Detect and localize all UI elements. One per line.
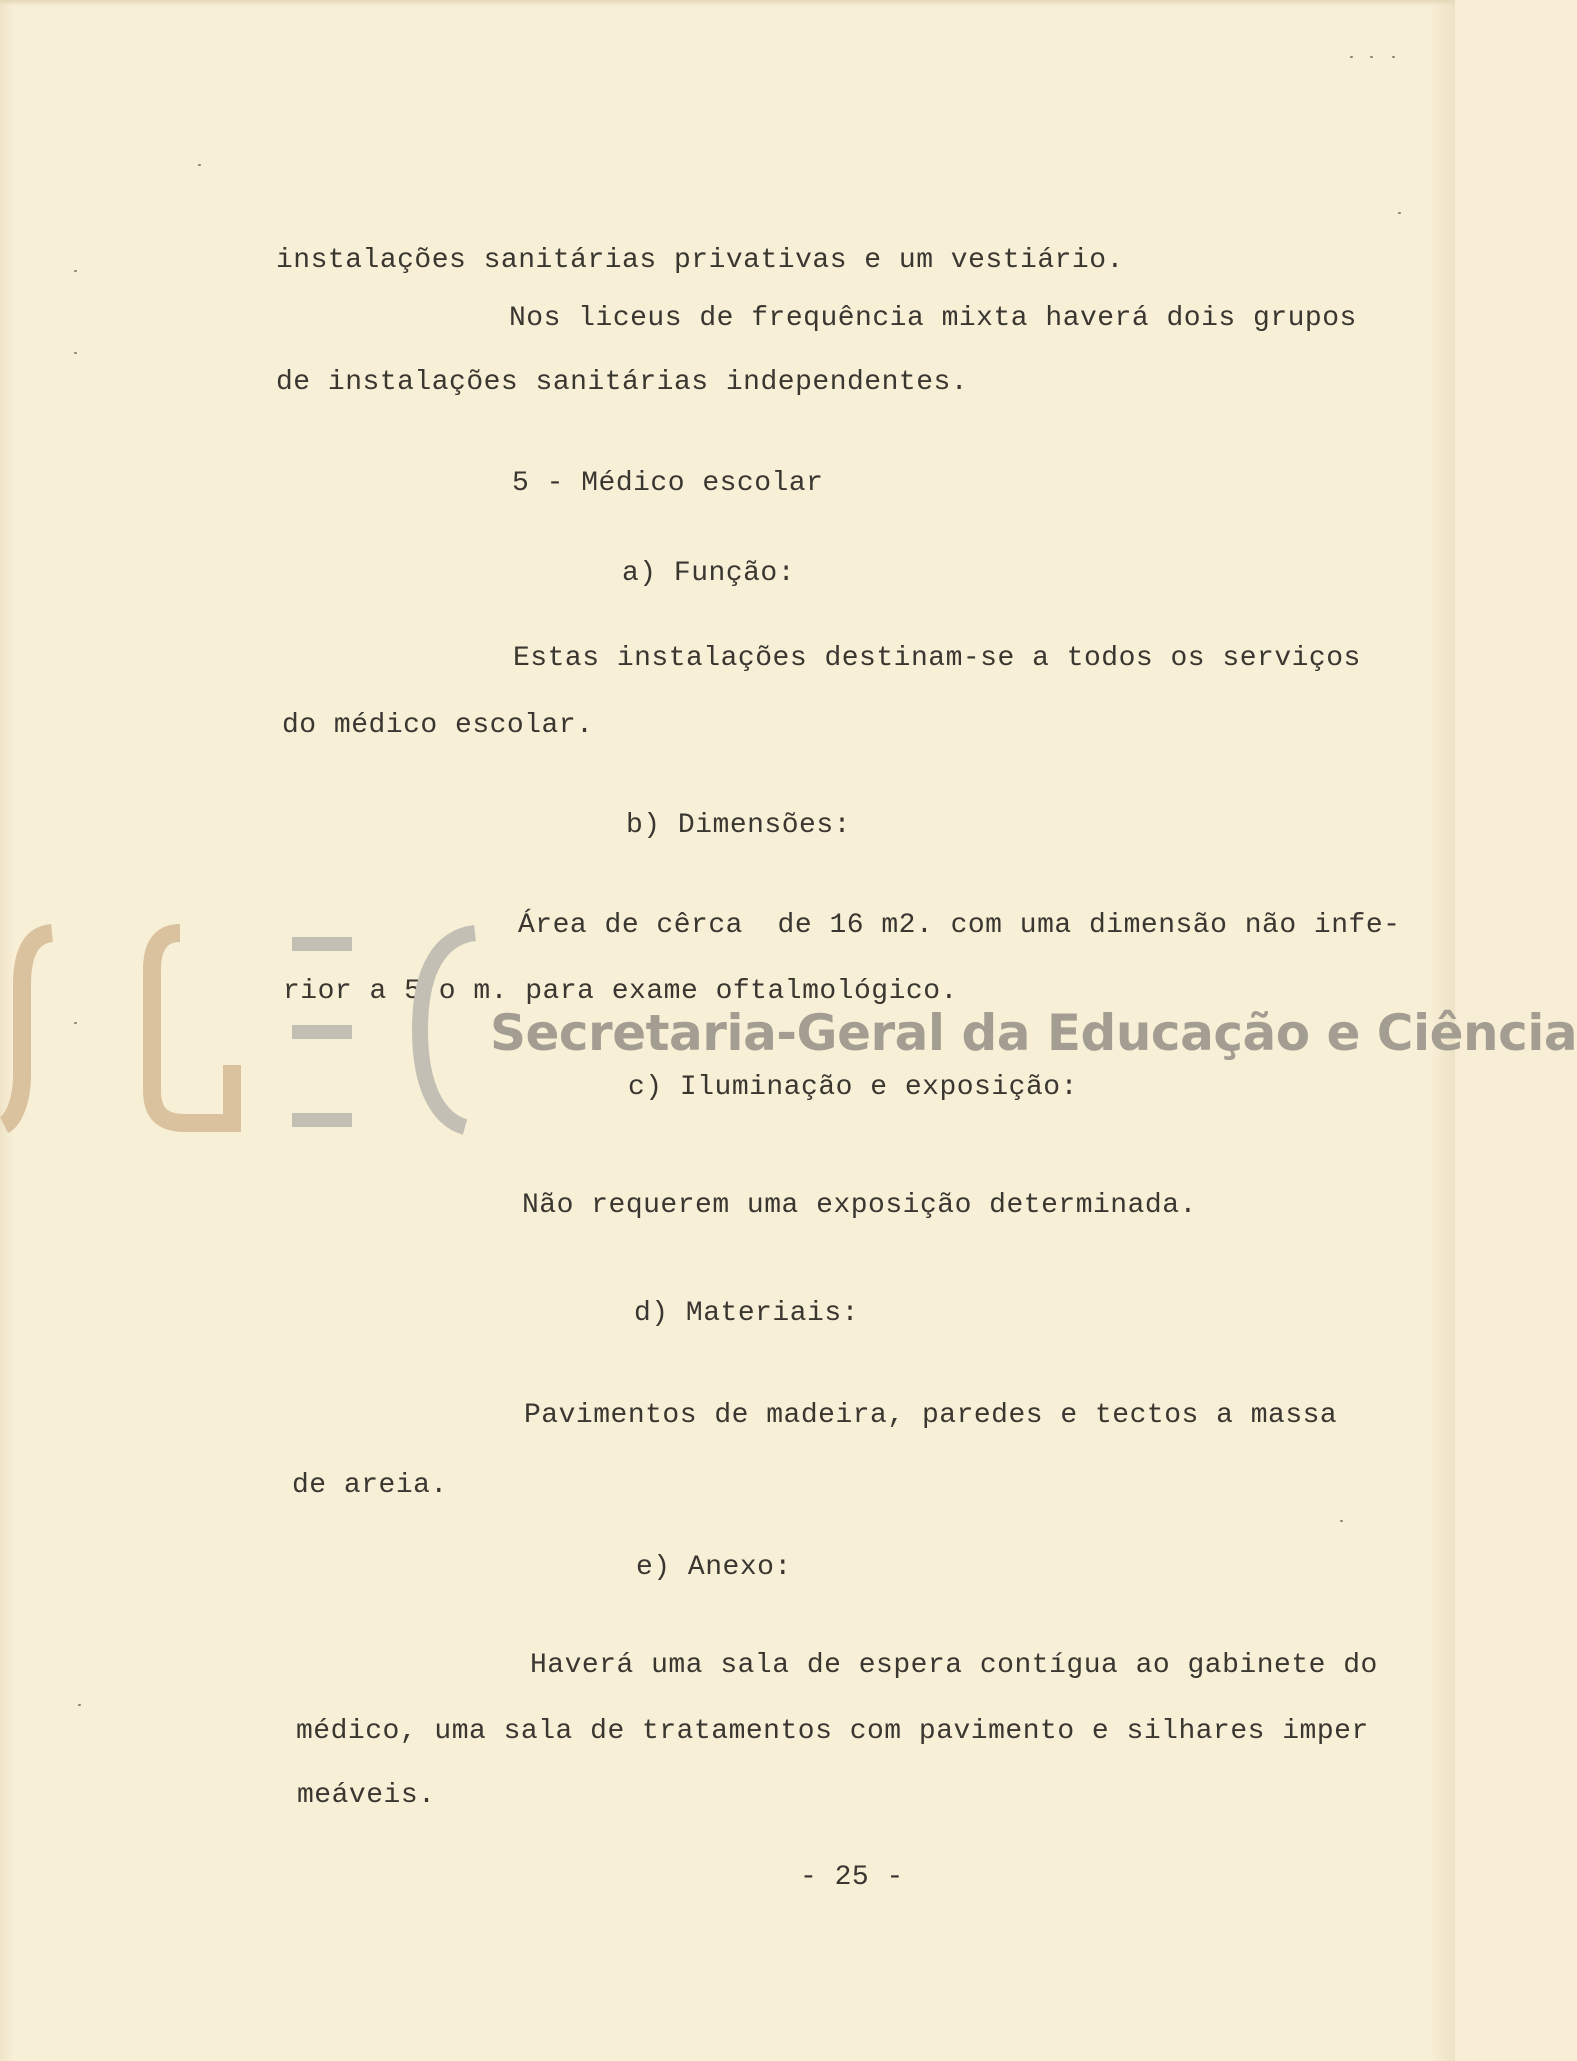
sgec-logo [0, 925, 480, 1130]
subsection-heading: a) Função: [622, 558, 796, 589]
subsection-heading: e) Anexo: [636, 1552, 792, 1583]
text-line: Pavimentos de madeira, paredes e tectos a massa [524, 1400, 1338, 1431]
paper-speck [1370, 56, 1373, 58]
paper-speck [1398, 212, 1401, 214]
text-line: meáveis. [297, 1780, 436, 1811]
paper-speck [78, 1704, 81, 1706]
page-number: - 25 - [800, 1862, 904, 1893]
text-line: Estas instalações destinam-se a todos os serviços [513, 643, 1361, 674]
subsection-heading: c) Iluminação e exposição: [628, 1072, 1078, 1103]
paper-speck [74, 1022, 77, 1024]
paper-speck [74, 270, 77, 272]
text-line: instalações sanitárias privativas e um vestiário. [276, 245, 1124, 276]
text-line: de areia. [292, 1470, 448, 1501]
paper-speck [1350, 56, 1353, 58]
text-line: do médico escolar. [282, 710, 594, 741]
text-line: Não requerem uma exposição determinada. [522, 1190, 1197, 1221]
text-line: Nos liceus de frequência mixta haverá dois grupos [509, 303, 1357, 334]
paper-speck [198, 164, 201, 166]
text-line: Área de cêrca de 16 m2. com uma dimensão não infe- [518, 910, 1401, 941]
paper-speck [1392, 56, 1395, 58]
page-edge-shadow [0, 0, 1455, 6]
text-line: médico, uma sala de tratamentos com pavimento e silhares imper [296, 1716, 1369, 1747]
text-line: rior a 5,o m. para exame oftalmológico. [283, 976, 958, 1007]
text-line: Haverá uma sala de espera contígua ao gabinete do [530, 1650, 1378, 1681]
paper-speck [1340, 1520, 1343, 1522]
subsection-heading: b) Dimensões: [626, 810, 851, 841]
section-heading: 5 - Médico escolar [512, 468, 824, 499]
watermark-text: Secretaria-Geral da Educação e Ciência [490, 1004, 1577, 1062]
subsection-heading: d) Materiais: [634, 1298, 859, 1329]
paper-speck [74, 352, 77, 354]
text-line: de instalações sanitárias independentes. [276, 367, 969, 398]
